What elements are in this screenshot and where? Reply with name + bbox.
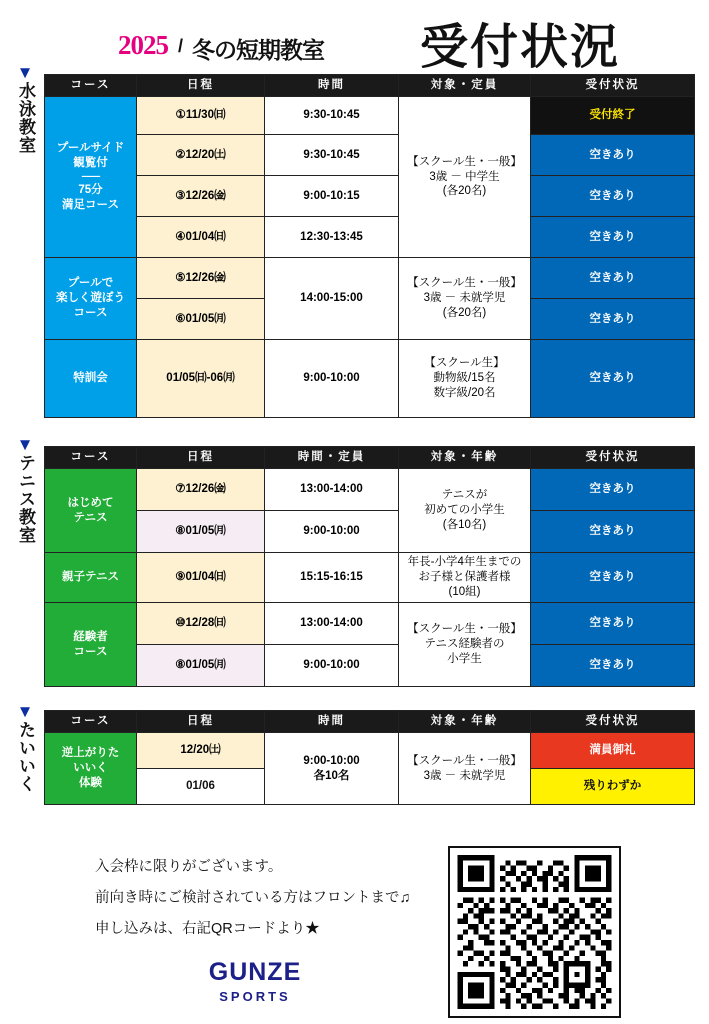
target-line3: (10組) [448, 585, 481, 598]
footer-notes [95, 852, 410, 945]
target-cell [399, 469, 531, 553]
footer-note-1: 入会枠に限りがございます。 [95, 859, 283, 875]
status-badge: 空きあり [531, 135, 695, 176]
target-line1: 【スクール生・一般】 [407, 623, 522, 636]
time-cell: 9:00-10:00 [265, 645, 399, 687]
course-cell [45, 469, 137, 553]
schedule-table-tennis [44, 446, 695, 687]
target-line3: 小学生 [447, 652, 482, 665]
course-cell [45, 733, 137, 805]
qr-code-frame [448, 846, 621, 1018]
table-row [45, 217, 695, 258]
status-badge: 空きあり [531, 299, 695, 340]
table-row [45, 176, 695, 217]
date-cell: ⑨01/04㈰ [137, 553, 265, 603]
time-line1: 9:00-10:00 [303, 754, 360, 767]
target-line1: 【スクール生・一般】 [407, 754, 522, 767]
course-label-line1: プールで [67, 277, 114, 290]
course-cell [45, 97, 137, 258]
target-line1: 年長-小学4年生までの [407, 556, 522, 569]
section-label-swimming [8, 63, 42, 154]
col-date: 日程 [137, 711, 265, 733]
section-label-taiiku [8, 702, 42, 793]
course-label-line4: 満足コース [62, 198, 119, 211]
time-cell: 9:30-10:45 [265, 135, 399, 176]
section-label-tennis-text: テニス教室 [16, 454, 35, 544]
target-line2: 3歳 － 中学生 [429, 170, 500, 183]
footer-note-2: 前向き時にご検討されている方はフロントまで♫ [95, 890, 411, 906]
col-target: 対象・年齢 [399, 447, 531, 469]
target-line3: (各20名) [442, 306, 487, 319]
section-label-taiiku-text: たいいく [16, 721, 35, 793]
schedule-table-swimming [44, 74, 695, 418]
col-date: 日程 [137, 447, 265, 469]
status-badge: 空きあり [531, 258, 695, 299]
footer-note-3: 申し込みは、右記QRコードより★ [95, 921, 320, 937]
target-line1: 【スクール生・一般】 [407, 277, 522, 290]
time-cell: 9:30-10:45 [265, 97, 399, 135]
course-label-line2: 楽しく遊ぼう [56, 292, 125, 305]
table-row [45, 603, 695, 645]
target-line2: テニス経験者の [424, 638, 505, 651]
target-cell [399, 340, 531, 418]
target-line1: テニスが [441, 489, 488, 502]
date-cell: ②12/20㈯ [137, 135, 265, 176]
status-badge: 空きあり [531, 553, 695, 603]
date-cell: ③12/26㈮ [137, 176, 265, 217]
time-cell: 13:00-14:00 [265, 603, 399, 645]
col-time: 時間 [265, 75, 399, 97]
target-line2: 3歳 － 未就学児 [423, 769, 506, 782]
table-header-row [45, 447, 695, 469]
table-header-row [45, 75, 695, 97]
table-row [45, 511, 695, 553]
status-badge: 空きあり [531, 645, 695, 687]
table-row [45, 97, 695, 135]
target-line2: お子様と保護者様 [418, 571, 511, 584]
target-line1: 【スクール生・一般】 [407, 155, 522, 168]
status-badge: 空きあり [531, 217, 695, 258]
target-line3: (各20名) [442, 185, 487, 198]
col-status: 受付状況 [531, 711, 695, 733]
time-cell: 13:00-14:00 [265, 469, 399, 511]
status-badge: 受付終了 [531, 97, 695, 135]
course-cell: 親子テニス [45, 553, 137, 603]
course-label-line1: プールサイド [56, 142, 125, 155]
time-cell: 14:00-15:00 [265, 258, 399, 340]
table-row [45, 553, 695, 603]
time-cell: 9:00-10:00 [265, 511, 399, 553]
table-header-row [45, 711, 695, 733]
section-label-tennis [8, 435, 42, 544]
table-row [45, 733, 695, 769]
col-time: 時間・定員 [265, 447, 399, 469]
col-course: コース [45, 447, 137, 469]
col-status: 受付状況 [531, 75, 695, 97]
status-badge: 満員御礼 [531, 733, 695, 769]
status-badge: 空きあり [531, 511, 695, 553]
col-status: 受付状況 [531, 447, 695, 469]
course-label-line2: 観覧付 [73, 157, 108, 170]
target-line2: 動物級/15名 [433, 372, 496, 385]
status-badge: 空きあり [531, 176, 695, 217]
table-row [45, 469, 695, 511]
course-cell [45, 258, 137, 340]
course-cell [45, 603, 137, 687]
table-row [45, 135, 695, 176]
date-cell: ⑧01/05㈪ [137, 511, 265, 553]
brand-logo [175, 958, 335, 1004]
table-row [45, 340, 695, 418]
schedule-table-taiiku [44, 710, 695, 805]
time-cell: 9:00-10:00 [265, 340, 399, 418]
col-target: 対象・年齢 [399, 711, 531, 733]
time-cell: 9:00-10:15 [265, 176, 399, 217]
header-subtitle: 冬の短期教室 [192, 37, 324, 63]
target-line2: 3歳 － 未就学児 [423, 292, 506, 305]
target-line2: 初めての小学生 [424, 504, 505, 517]
status-badge: 空きあり [531, 603, 695, 645]
course-label-line3: 体験 [79, 776, 102, 789]
date-cell: ⑦12/26㈮ [137, 469, 265, 511]
target-cell [399, 603, 531, 687]
course-label-line3: コース [73, 306, 108, 319]
section-label-swimming-text: 水泳教室 [16, 82, 35, 154]
date-cell: ⑤12/26㈮ [137, 258, 265, 299]
target-cell [399, 97, 531, 258]
poster-header [0, 6, 709, 74]
qr-code-icon[interactable] [457, 855, 612, 1009]
target-cell [399, 258, 531, 340]
triangle-icon: ▼ [16, 63, 34, 82]
course-label-line1: 逆上がりた [61, 747, 120, 760]
time-cell: 12:30-13:45 [265, 217, 399, 258]
triangle-icon: ▼ [16, 702, 34, 721]
col-target: 対象・定員 [399, 75, 531, 97]
time-cell: 15:15-16:15 [265, 553, 399, 603]
course-divider: --------- [81, 171, 100, 182]
time-cell [265, 733, 399, 805]
table-row [45, 258, 695, 299]
target-line3: 数字級/20名 [433, 386, 496, 399]
table-row [45, 645, 695, 687]
poster-footer [0, 840, 709, 1024]
date-cell: ①11/30㈰ [137, 97, 265, 135]
course-label-line2: いいく [73, 762, 108, 775]
header-slash: / [178, 36, 184, 56]
header-year: 2025 [118, 30, 168, 60]
course-label-line2: テニス [73, 511, 108, 524]
brand-name: GUNZE [208, 958, 302, 986]
date-cell: ⑩12/28㈰ [137, 603, 265, 645]
time-line2: 各10名 [313, 769, 350, 782]
course-label-line3: 75分 [78, 183, 103, 196]
col-course: コース [45, 711, 137, 733]
target-cell [399, 733, 531, 805]
course-label-line1: 経験者 [73, 630, 108, 643]
date-cell: 01/05㈰-06㈪ [137, 340, 265, 418]
col-time: 時間 [265, 711, 399, 733]
course-label-line2: コース [73, 645, 108, 658]
col-course: コース [45, 75, 137, 97]
date-cell: 01/06 [137, 769, 265, 805]
course-label-line1: はじめて [67, 496, 114, 509]
date-cell: 12/20㈯ [137, 733, 265, 769]
target-cell [399, 553, 531, 603]
date-cell: ⑥01/05㈪ [137, 299, 265, 340]
target-line3: (各10名) [442, 518, 487, 531]
status-badge: 空きあり [531, 469, 695, 511]
course-cell: 特訓会 [45, 340, 137, 418]
page-title: 受付状況 [420, 21, 621, 74]
target-line1: 【スクール生】 [424, 357, 505, 370]
status-badge: 残りわずか [531, 769, 695, 805]
date-cell: ⑧01/05㈪ [137, 645, 265, 687]
date-cell: ④01/04㈰ [137, 217, 265, 258]
brand-sub: SPORTS [219, 989, 291, 1004]
triangle-icon: ▼ [16, 435, 34, 454]
status-badge: 空きあり [531, 340, 695, 418]
col-date: 日程 [137, 75, 265, 97]
